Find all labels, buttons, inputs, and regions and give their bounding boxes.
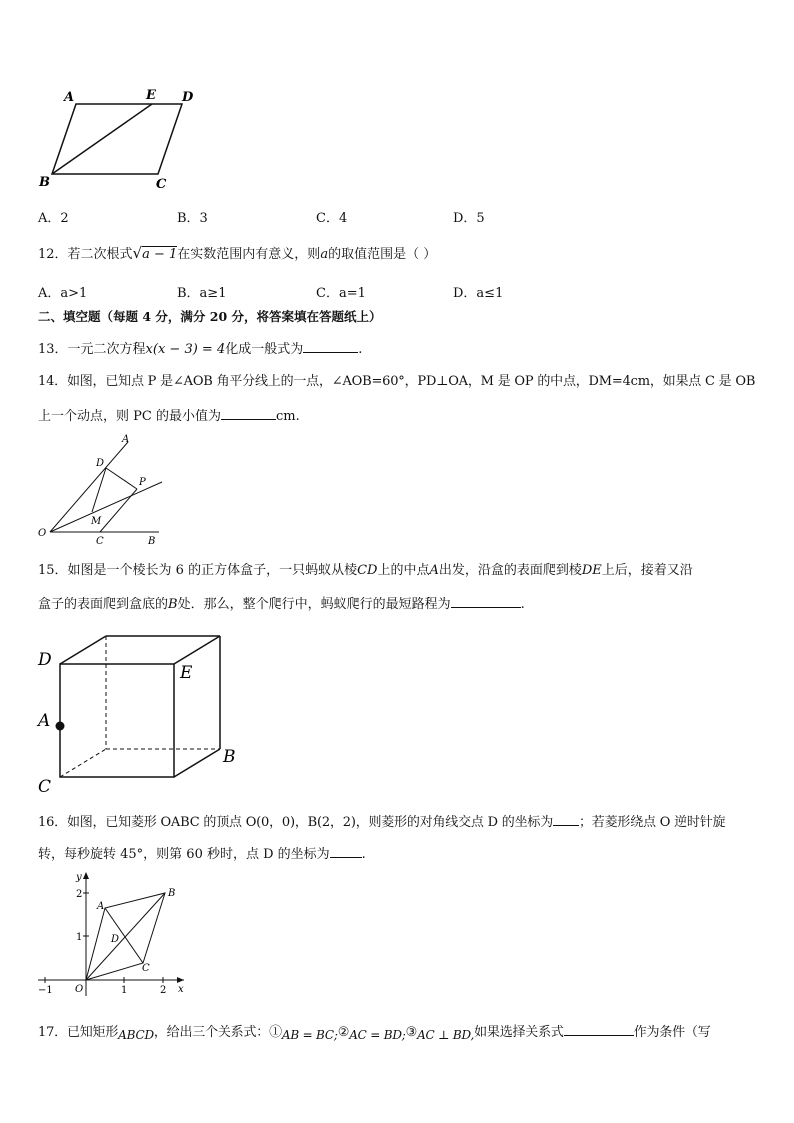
q14-line1: 14．如图，已知点 P 是∠AOB 角平分线上的一点，∠AOB=60°，PD⊥OA，M 是 OP 的中点，DM=4cm，如果点 C 是 OB	[38, 374, 756, 389]
q15-edge-de: DE	[581, 563, 602, 578]
label-C: C	[96, 536, 104, 547]
label-O: O	[38, 528, 47, 539]
q15-point-b: B	[168, 597, 178, 612]
parallelogram-figure	[34, 84, 204, 194]
label-A: A	[97, 901, 105, 912]
label-C: C	[38, 777, 52, 795]
q12-option-d: D．a≤1	[453, 286, 504, 301]
label-B: B	[168, 888, 176, 899]
q13-suffix: 化成一般式为	[225, 342, 304, 357]
label-C: C	[142, 963, 150, 974]
q13-end: .	[358, 342, 363, 357]
q15-text: 上的中点	[377, 563, 430, 578]
q12-option-b: B．a≥1	[177, 286, 227, 301]
q15-line1	[38, 562, 693, 580]
label-C: C	[156, 177, 167, 192]
q11-option-b: B．3	[177, 211, 208, 226]
label-x: x	[178, 984, 184, 995]
label-A: A	[122, 434, 130, 445]
q16-answer-blank-2[interactable]	[330, 843, 362, 858]
label-E: E	[146, 88, 156, 103]
tick-x-neg1: −1	[38, 985, 53, 996]
label-A: A	[38, 711, 51, 731]
q17-text: ②	[337, 1025, 350, 1040]
cube-figure	[34, 630, 244, 795]
question-13	[38, 338, 362, 359]
q12-prefix: 12．若二次根式	[38, 247, 133, 262]
label-D: D	[96, 458, 105, 469]
q17-relation-1: AB = BC;	[281, 1028, 338, 1042]
q17-text: ，给出三个关系式：①	[153, 1025, 282, 1040]
q14-line2-suffix: cm.	[275, 409, 300, 424]
q12-mid: 在实数范围内有意义，则	[177, 247, 321, 262]
q11-option-d: D．5	[453, 211, 485, 226]
q12-suffix: 的取值范围是（ ）	[328, 247, 437, 262]
q15-text: 处．那么，整个爬行中，蚂蚁爬行的最短路程为	[177, 597, 451, 612]
q16-text: 16．如图，已知菱形 OABC 的顶点 O(0，0)，B(2，2)，则菱形的对角线交点 D 的坐标为	[38, 815, 553, 830]
tick-y-1: 1	[76, 932, 83, 943]
label-E: E	[180, 663, 193, 683]
label-y: y	[76, 872, 82, 883]
label-P: P	[139, 477, 146, 488]
question-12	[38, 244, 436, 264]
q16-text: ；若菱形绕点 O 逆时针旋	[579, 815, 726, 830]
q15-text: 盒子的表面爬到盒底的	[38, 597, 169, 612]
label-D: D	[182, 90, 194, 105]
tick-y-2: 2	[76, 889, 83, 900]
q16-line1	[38, 811, 725, 832]
q15-line2	[38, 593, 525, 614]
q13-expr: x(x − 3) = 4	[145, 342, 226, 357]
q11-option-c: C．4	[316, 211, 348, 226]
label-A: A	[64, 90, 75, 105]
label-O: O	[75, 984, 84, 995]
q17-text: ③	[405, 1025, 418, 1040]
section-heading: 二、填空题（每题 4 分，满分 20 分，将答案填在答题纸上）	[38, 309, 382, 324]
q15-text: 上后，接着又沿	[601, 563, 693, 578]
q15-edge-cd: CD	[357, 563, 378, 578]
q17-text: 17．已知矩形	[38, 1025, 119, 1040]
q14-line2	[38, 405, 300, 426]
q14-line2-prefix: 上一个动点，则 PC 的最小值为	[38, 409, 221, 424]
q11-option-a: A．2	[38, 211, 69, 226]
q14-answer-blank[interactable]	[221, 405, 276, 420]
q17-text: 如果选择关系式	[474, 1025, 564, 1040]
question-17	[38, 1021, 711, 1044]
q13-answer-blank[interactable]	[303, 338, 358, 353]
q15-answer-blank[interactable]	[451, 593, 521, 608]
q17-rect: ABCD	[118, 1028, 154, 1042]
angle-bisector-figure	[34, 430, 174, 548]
q16-answer-blank-1[interactable]	[553, 811, 579, 826]
q17-answer-blank[interactable]	[564, 1021, 634, 1036]
tick-x-1: 1	[121, 985, 128, 996]
q16-end: .	[361, 847, 366, 862]
q12-var: a	[320, 247, 329, 262]
sqrt-symbol: √	[132, 244, 143, 262]
q12-option-a: A．a>1	[38, 286, 88, 301]
q15-text: 出发，沿盒的表面爬到棱	[438, 563, 582, 578]
q16-text: 转，每秒旋转 45°，则第 60 秒时，点 D 的坐标为	[38, 847, 330, 862]
q17-relation-2: AC = BD;	[349, 1028, 406, 1042]
label-B: B	[223, 747, 236, 767]
q17-text: 作为条件（写	[633, 1025, 711, 1040]
q16-line2	[38, 843, 366, 864]
label-B: B	[39, 175, 50, 190]
q12-option-c: C．a=1	[316, 286, 366, 301]
q13-prefix: 13．一元二次方程	[38, 342, 146, 357]
q15-point-a: A	[429, 563, 439, 578]
label-B: B	[148, 536, 156, 547]
q17-relation-3: AC ⊥ BD,	[417, 1028, 475, 1042]
label-D: D	[111, 934, 120, 945]
q15-end: .	[520, 597, 525, 612]
label-M: M	[91, 516, 102, 527]
q12-radicand: a − 1	[142, 247, 178, 262]
q15-text: 15．如图是一个棱长为 6 的正方体盒子，一只蚂蚁从棱	[38, 563, 358, 578]
tick-x-2: 2	[160, 985, 167, 996]
label-D: D	[38, 650, 52, 670]
rhombus-figure	[34, 868, 194, 1000]
